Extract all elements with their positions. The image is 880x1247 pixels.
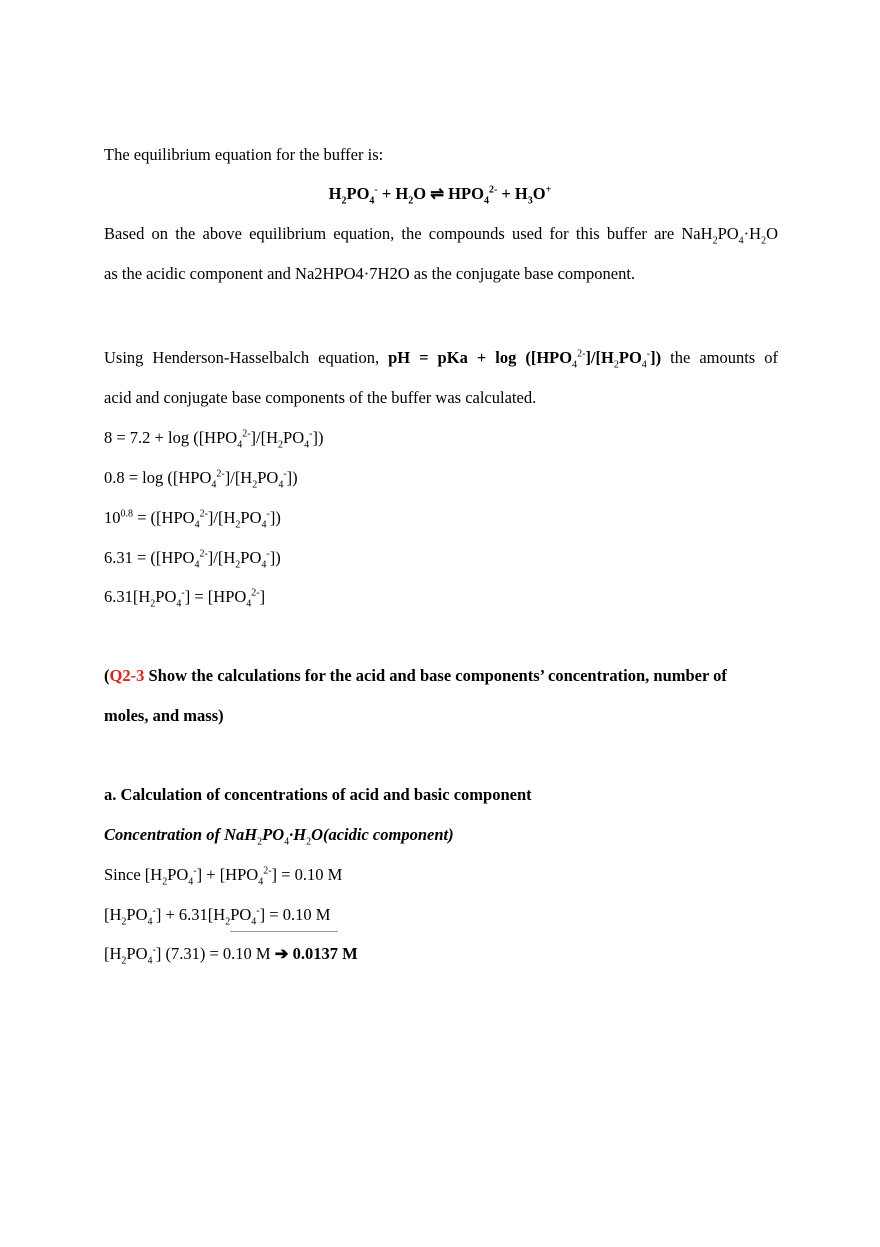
text-segment: 2	[408, 195, 414, 207]
text-segment: ])	[269, 508, 281, 527]
text-segment: 4	[641, 359, 647, 371]
text-segment: O(acidic component)	[311, 825, 454, 844]
text-segment: 4	[176, 598, 182, 610]
text-segment: pH = pKa + log ([HPO	[388, 348, 573, 367]
text-line-equilibrium-equation	[0, 184, 880, 207]
text-segment: Based on the above equilibrium equation, the compounds used for this buffer are NaH	[104, 224, 713, 243]
text-line-intro	[104, 145, 383, 165]
text-segment: PO	[283, 428, 305, 447]
text-line-calc-3	[104, 508, 281, 531]
text-segment: 2-	[263, 865, 272, 877]
text-line-hh-2	[104, 388, 536, 408]
text-line-section-a	[104, 785, 532, 805]
text-segment: 2-	[251, 587, 260, 599]
text-segment: 2	[235, 559, 241, 571]
text-segment: -	[152, 944, 156, 956]
text-segment: (	[104, 666, 110, 685]
text-line-hh-1	[104, 348, 778, 371]
text-segment: PO	[717, 224, 739, 243]
text-segment: O ⇌ HPO	[413, 184, 484, 203]
text-segment: 2-	[199, 508, 208, 520]
text-segment: PO	[346, 184, 370, 203]
text-segment: + H	[497, 184, 528, 203]
text-segment: 3	[527, 195, 533, 207]
text-segment: 4	[284, 836, 290, 848]
text-segment: ]/[H	[585, 348, 614, 367]
text-segment: 2-	[216, 468, 225, 480]
text-segment: 8 = 7.2 + log ([HPO	[104, 428, 238, 447]
text-segment: 2	[712, 235, 718, 247]
text-segment: ]/[H	[207, 548, 236, 567]
text-segment: 0.8	[120, 508, 133, 520]
text-line-calc-4	[104, 548, 281, 571]
text-segment: ] + [HPO	[196, 865, 259, 884]
text-line-question-2	[104, 706, 224, 726]
text-segment: a. Calculation of concentrations of acid and basic component	[104, 785, 532, 804]
text-segment: acid and conjugate base components of the buffer was calculated.	[104, 388, 537, 407]
text-segment: -	[152, 905, 156, 917]
text-segment: [H	[104, 905, 122, 924]
text-segment: -	[309, 428, 313, 440]
text-segment: + H	[377, 184, 409, 203]
text-segment: ]	[259, 587, 266, 606]
text-segment: moles, and mass)	[104, 706, 224, 725]
text-segment: O	[766, 224, 778, 243]
text-line-compounds-2	[104, 264, 635, 284]
text-segment: Since [H	[104, 865, 163, 884]
text-segment: 2-	[488, 184, 498, 196]
text-segment: 4	[261, 519, 267, 531]
text-segment: Q2-3	[109, 666, 145, 685]
text-segment: Concentration of NaH	[104, 825, 258, 844]
text-segment: -	[374, 184, 378, 196]
text-line-calc-2	[104, 468, 298, 491]
text-segment: -	[266, 548, 270, 560]
text-segment: O	[532, 184, 546, 203]
text-segment: 4	[194, 519, 200, 531]
text-segment: ]/[H	[224, 468, 253, 487]
text-segment: 4	[278, 479, 284, 491]
text-segment: PO	[240, 508, 262, 527]
text-segment: PO	[167, 865, 189, 884]
text-segment: PO	[257, 468, 279, 487]
text-segment: 2	[162, 876, 168, 888]
text-segment: PO	[240, 548, 262, 567]
text-segment: 2	[257, 836, 263, 848]
text-segment: PO	[618, 348, 642, 367]
text-segment: PO	[126, 944, 148, 963]
text-segment: as the acidic component and Na2HPO4·7H2O as the conjugate base component.	[104, 264, 636, 283]
text-segment: 6.31 = ([HPO	[104, 548, 195, 567]
text-segment: 4	[572, 359, 578, 371]
text-segment: ])	[650, 348, 662, 367]
text-segment: 2	[252, 479, 258, 491]
text-segment: 2-	[242, 428, 251, 440]
text-segment: PO	[262, 825, 285, 844]
text-segment: ])	[269, 548, 281, 567]
text-segment: ]/[H	[250, 428, 279, 447]
text-segment: 4	[237, 439, 243, 451]
text-segment: Show the calculations for the acid and base components’ concentration, number of	[144, 666, 727, 685]
text-segment: PO	[155, 587, 177, 606]
text-segment: PO	[230, 905, 252, 924]
text-segment: 4	[251, 916, 257, 928]
text-segment: -	[181, 587, 185, 599]
text-segment: ·H	[743, 224, 762, 243]
text-segment: 4	[147, 955, 153, 967]
text-segment: 4	[147, 916, 153, 928]
text-line-since	[104, 865, 343, 888]
text-segment: 4	[261, 559, 267, 571]
text-line-question-1	[104, 666, 727, 686]
text-segment: 4	[738, 235, 744, 247]
text-line-calc-5	[104, 587, 266, 610]
text-segment: ] (7.31) = 0.10 M	[155, 944, 275, 963]
text-segment: Using Henderson-Hasselbalch equation,	[104, 348, 389, 367]
text-segment: The equilibrium equation for the buffer is:	[104, 145, 384, 164]
text-line-result	[104, 944, 358, 967]
text-segment: 4	[304, 439, 310, 451]
text-segment: 2	[278, 439, 284, 451]
text-segment: 2-	[577, 348, 586, 360]
text-segment: 0.8 = log ([HPO	[104, 468, 212, 487]
text-line-compounds-1	[104, 224, 778, 247]
text-segment: the amounts of	[661, 348, 778, 367]
text-segment: ] = 0.10 M	[271, 865, 343, 884]
text-segment: 4	[246, 598, 252, 610]
text-segment: -	[266, 508, 270, 520]
text-line-subheading	[104, 825, 454, 848]
text-segment: 4	[369, 195, 375, 207]
text-segment: 2	[235, 519, 241, 531]
text-segment: -	[283, 468, 287, 480]
text-segment: ] = 0.10 M	[259, 905, 331, 924]
text-segment: ])	[312, 428, 324, 447]
divider-line	[230, 931, 338, 932]
text-segment: -	[646, 348, 651, 360]
text-segment: 4	[211, 479, 217, 491]
text-segment: ·H	[289, 825, 307, 844]
text-segment: 2	[306, 836, 312, 848]
text-segment: 2	[121, 916, 127, 928]
text-segment: ➔ 0.0137 M	[274, 944, 358, 963]
text-segment: 2	[761, 235, 767, 247]
text-segment: ] = [HPO	[184, 587, 247, 606]
text-segment: = ([HPO	[133, 508, 195, 527]
text-segment: -	[256, 905, 260, 917]
text-segment: 6.31[H	[104, 587, 151, 606]
text-segment: 4	[258, 876, 264, 888]
text-segment: PO	[126, 905, 148, 924]
text-segment: +	[545, 184, 552, 196]
text-segment: 2	[225, 916, 231, 928]
text-segment: 4	[194, 559, 200, 571]
text-segment: 4	[483, 195, 489, 207]
text-segment: ] + 6.31[H	[155, 905, 226, 924]
text-segment: 2	[341, 195, 347, 207]
text-segment: 2	[150, 598, 156, 610]
text-segment: 2-	[199, 548, 208, 560]
text-segment: ]/[H	[207, 508, 236, 527]
text-line-calc-1	[104, 428, 324, 451]
text-segment: 2	[613, 359, 619, 371]
text-segment: H	[328, 184, 342, 203]
text-segment: 2	[121, 955, 127, 967]
text-segment: -	[193, 865, 197, 877]
text-segment: 4	[188, 876, 194, 888]
text-line-sum	[104, 905, 331, 928]
text-segment: 10	[104, 508, 121, 527]
text-segment: [H	[104, 944, 122, 963]
text-segment: ])	[286, 468, 298, 487]
